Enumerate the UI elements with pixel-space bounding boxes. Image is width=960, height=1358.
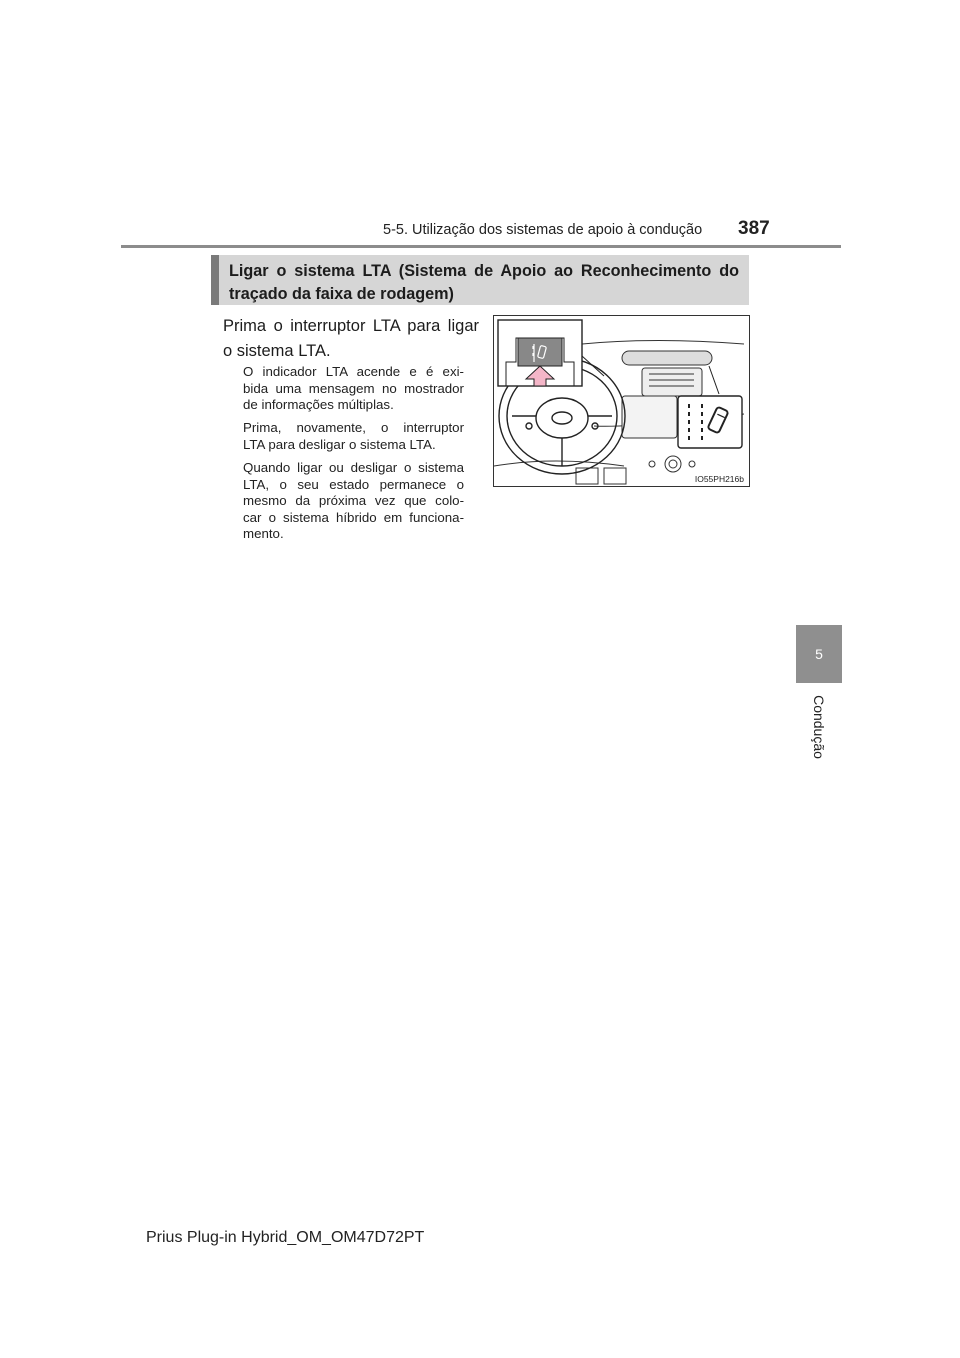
figure-code: IO55PH216b [694, 474, 744, 484]
dashboard-drawing [494, 316, 749, 486]
note-line: O indicador LTA acende e é exi- [243, 364, 464, 379]
section-title-box [211, 255, 749, 305]
header-divider [121, 245, 841, 248]
note-line: de informações múltiplas. [243, 397, 394, 412]
note-line: LTA para desligar o sistema LTA. [243, 436, 436, 452]
note-2 [243, 420, 464, 453]
footer-document-id: Prius Plug-in Hybrid_OM_OM47D72PT [146, 1229, 425, 1246]
section-title-line-2: traçado da faixa de rodagem) [229, 285, 454, 303]
note-line: mento. [243, 526, 284, 541]
note-line: bida uma mensagem no mostrador [243, 380, 464, 396]
chapter-label [784, 692, 854, 762]
note-line: mesmo da próxima vez que colo- [243, 493, 464, 508]
note-line: Prima, novamente, o interruptor [243, 420, 464, 435]
instruction-step [223, 314, 479, 364]
lta-switch-callout [498, 320, 604, 386]
note-3 [243, 460, 464, 543]
note-1 [243, 364, 464, 414]
header-section-title: 5-5. Utilização dos sistemas de apoio à condução [383, 222, 703, 238]
instruction-line-1: Prima o interruptor LTA para ligar [223, 317, 479, 335]
page-number: 387 [738, 218, 770, 239]
chapter-number: 5 [815, 646, 823, 662]
chapter-tab [796, 625, 842, 683]
chapter-label-text: Condução [811, 695, 827, 759]
dashboard-illustration [493, 315, 750, 487]
note-line: car o sistema híbrido em funciona- [243, 509, 464, 525]
note-line: LTA, o seu estado permanece o [243, 476, 464, 492]
instruction-line-2: o sistema LTA. [223, 342, 331, 360]
section-title-line-1: Ligar o sistema LTA (Sistema de Apoio ao Reconhecimento do [229, 262, 739, 280]
note-line: Quando ligar ou desligar o sistema [243, 460, 464, 475]
